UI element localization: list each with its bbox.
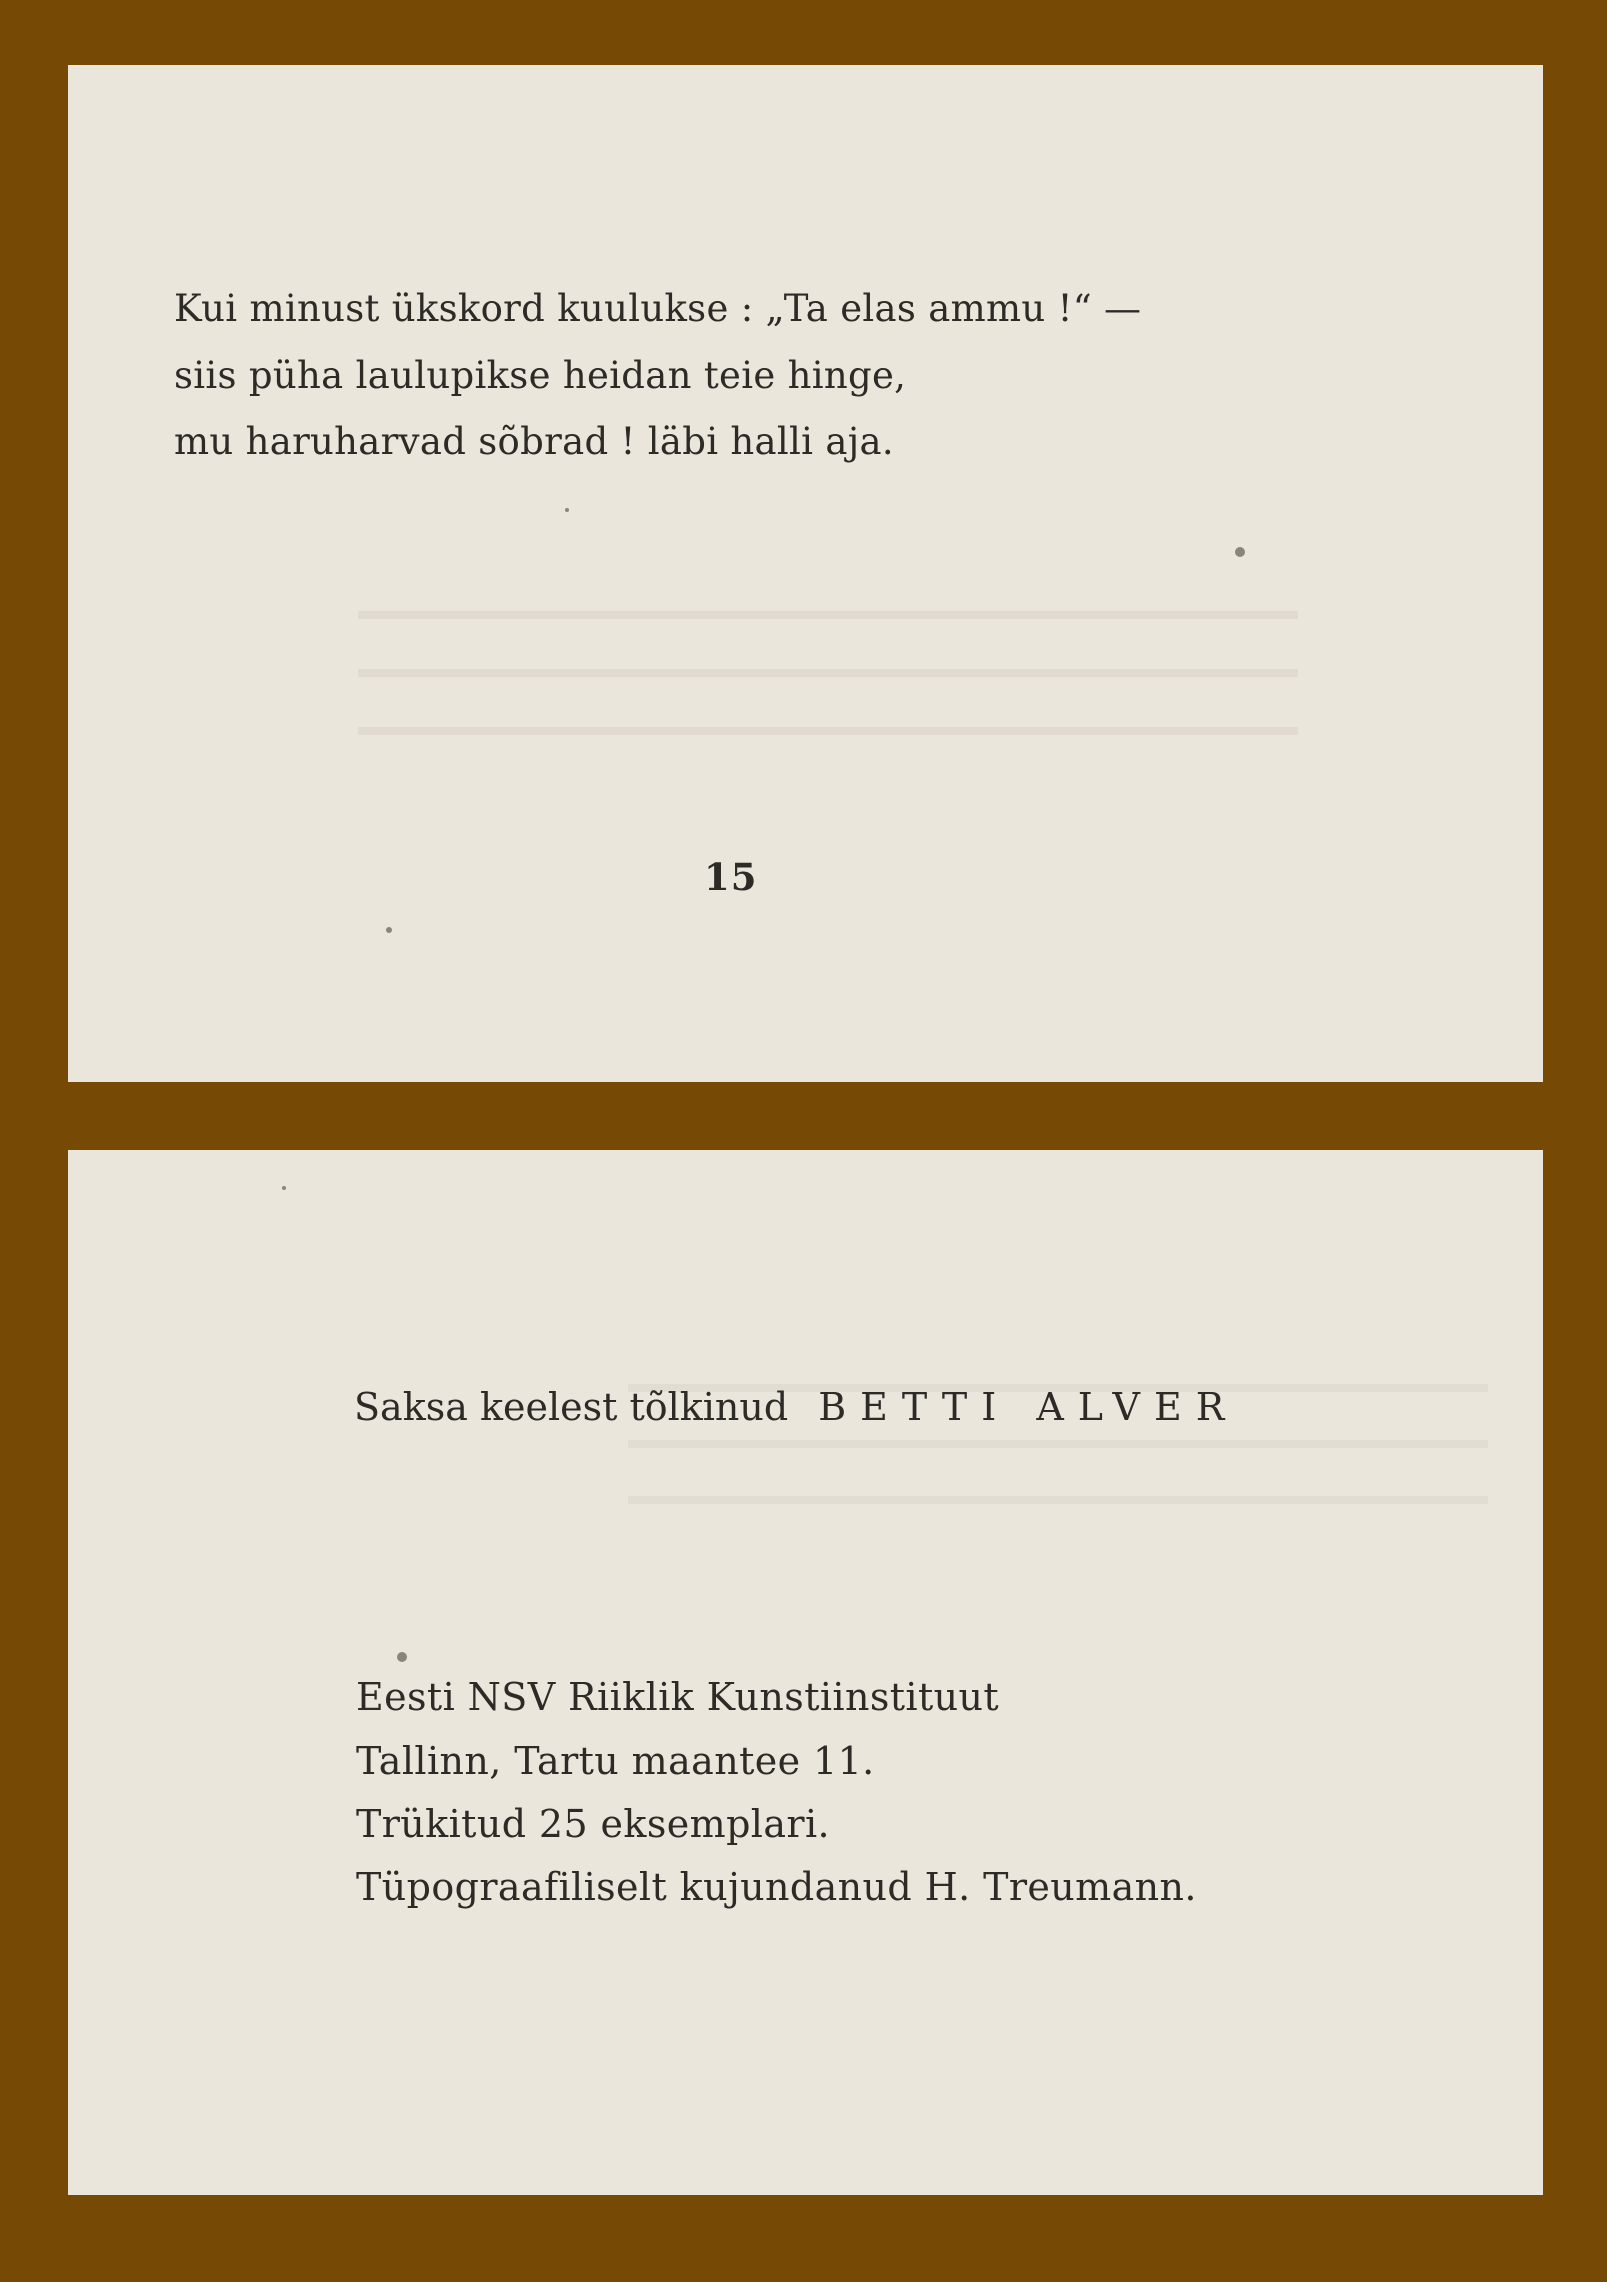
top-page bbox=[68, 65, 1543, 1082]
page-number: 15 bbox=[704, 855, 758, 899]
poem-line-2: siis püha laulupikse heidan teie hinge, bbox=[174, 354, 907, 397]
paper-speck bbox=[1235, 547, 1245, 557]
show-through-bar bbox=[358, 573, 1298, 763]
imprint-line-1: Eesti NSV Riiklik Kunstiinstituut bbox=[356, 1675, 1000, 1719]
paper-speck bbox=[282, 1186, 286, 1190]
poem-line-3: mu haruharvad sõbrad ! läbi halli aja. bbox=[174, 420, 894, 463]
paper-speck bbox=[386, 927, 392, 933]
imprint-line-4: Tüpograafiliselt kujundanud H. Treumann. bbox=[356, 1865, 1197, 1909]
poem-line-1: Kui minust ükskord kuulukse : „Ta elas ammu !“ — bbox=[174, 287, 1142, 330]
translator-name: BETTI ALVER bbox=[818, 1385, 1239, 1429]
paper-speck bbox=[565, 508, 569, 512]
show-through-bar bbox=[628, 1350, 1488, 1520]
paper-speck bbox=[397, 1652, 407, 1662]
bottom-page bbox=[68, 1150, 1543, 2195]
translator-credit bbox=[354, 1385, 1238, 1429]
credit-prefix: Saksa keelest tõlkinud bbox=[354, 1385, 789, 1429]
show-through-texture bbox=[283, 555, 294, 787]
imprint-line-2: Tallinn, Tartu maantee 11. bbox=[356, 1739, 875, 1783]
imprint-line-3: Trükitud 25 eksemplari. bbox=[356, 1802, 831, 1846]
